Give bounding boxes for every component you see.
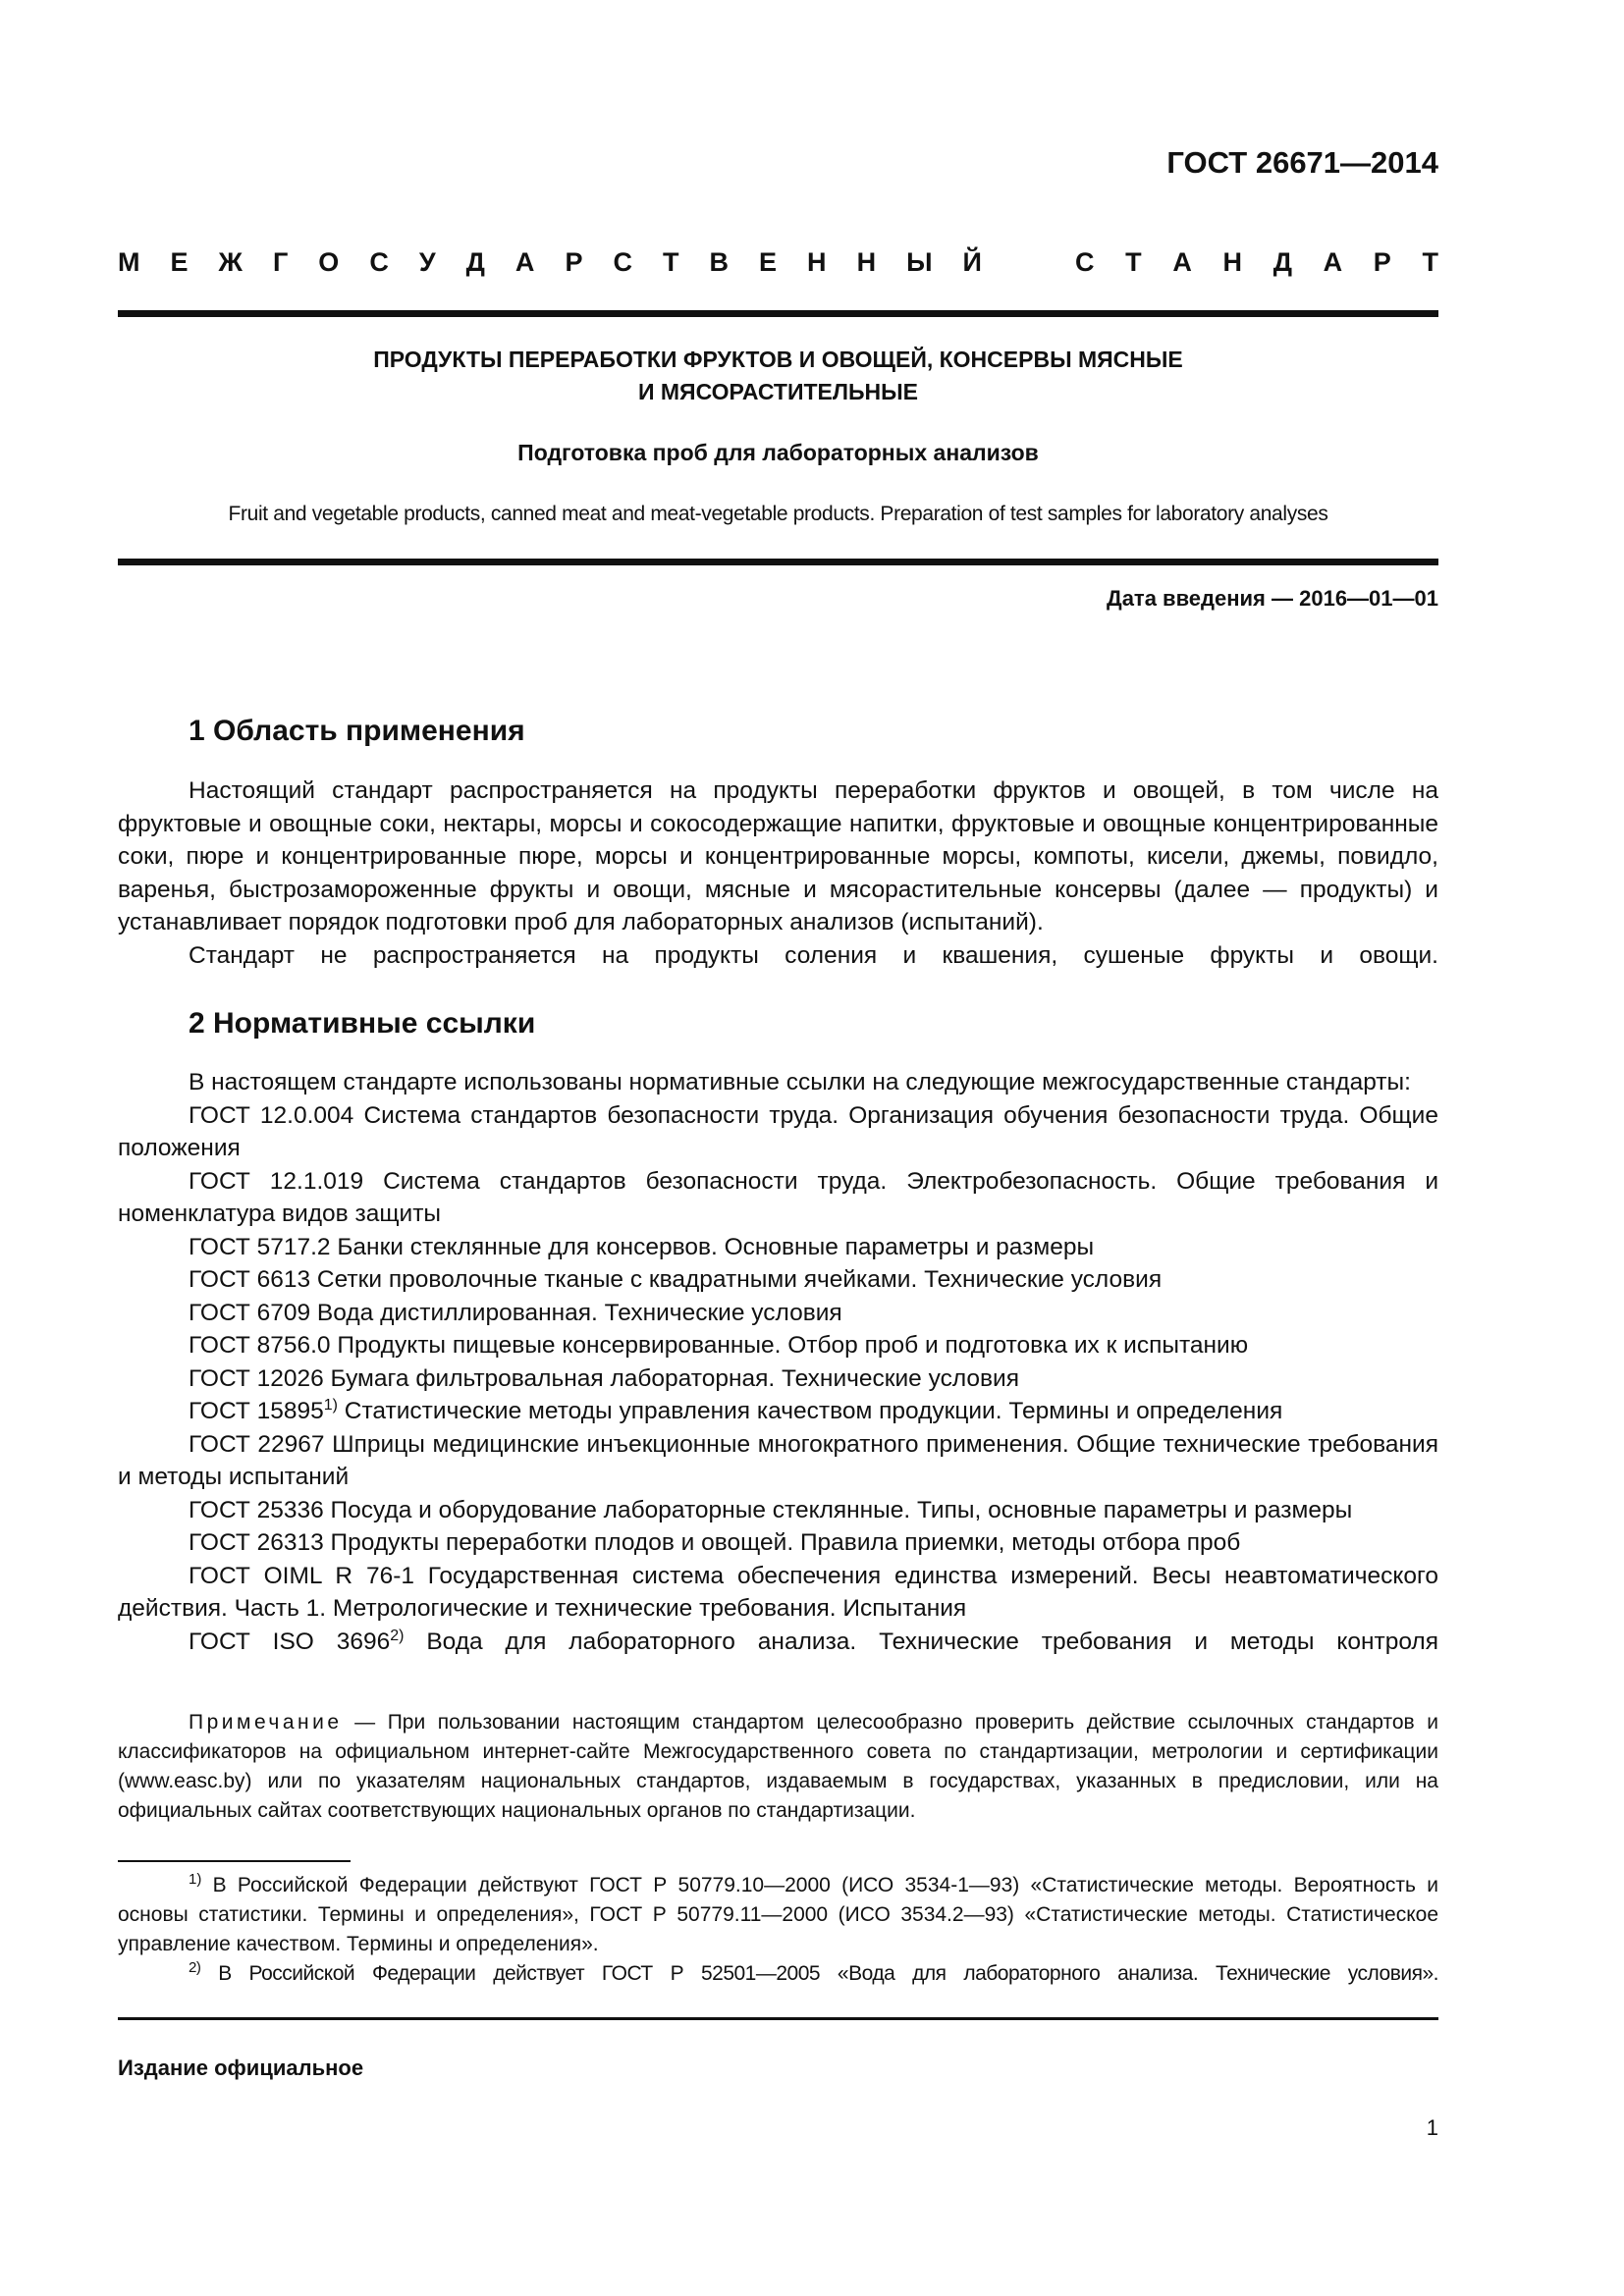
banner-letter: Д [1272, 247, 1292, 277]
standard-number: ГОСТ 26671—2014 [1166, 145, 1438, 180]
banner-letter: М [118, 247, 140, 277]
note-block [118, 1708, 1438, 1826]
banner-word-standard [1075, 247, 1438, 278]
banner-letter: Р [1373, 247, 1391, 277]
note-text: — При пользовании настоящим стандартом целесообразно проверить действие ссылочных стандартов и классификаторов на официальном интернет-сайте Межгосударственного совета по стандартизации, метрологии и сертификации (www.easc.by) или по указателям национальных стандартов, издаваемым в государствах, указанных в предисловии, или на официальных сайтах соответствующих национальных органов по стандартизации. [118, 1711, 1438, 1822]
banner-letter: Ж [218, 247, 243, 277]
banner-letter: Н [1222, 247, 1243, 277]
section-1-body [118, 774, 1438, 972]
reference-item: ГОСТ 8756.0 Продукты пищевые консервированные. Отбор проб и подготовка их к испытанию [189, 1332, 1249, 1359]
note-label: Примечание [189, 1711, 343, 1734]
banner-letter: Т [1125, 247, 1142, 277]
banner-letter: О [318, 247, 340, 277]
section-1-paragraph: Настоящий стандарт распространяется на продукты переработки фруктов и овощей, в том числе на фруктовые и овощные соки, нектары, морсы и сокосодержащие напитки, фруктовые и овощные концентрированные соки, пюре и концентрированные пюре, морсы и концентрированные морсы, компоты, кисели, джемы, повидло, варенья, быстрозамороженные фрукты и овощи, мясные и мясорастительные консервы (далее — продукты) и устанавливает порядок подготовки проб для лабораторных анализов (испытаний). [118, 777, 1438, 935]
title-divider [118, 559, 1438, 565]
document-title [118, 344, 1438, 408]
banner-letter: Й [962, 247, 982, 277]
banner-letter: Г [272, 247, 289, 277]
reference-item: ГОСТ 5717.2 Банки стеклянные для консервов. Основные параметры и размеры [189, 1233, 1095, 1260]
banner-letter: Н [856, 247, 877, 277]
banner-letter: У [418, 247, 436, 277]
reference-item: ГОСТ 6613 Сетки проволочные тканые с квадратными ячейками. Технические условия [189, 1266, 1163, 1293]
top-divider [118, 310, 1438, 317]
reference-item: ГОСТ 12.0.004 Система стандартов безопасности труда. Организация обучения безопасности труда. Общие положения [118, 1101, 1438, 1161]
banner-letter: Е [759, 247, 778, 277]
reference-item: ГОСТ 22967 Шприцы медицинские инъекционные многократного применения. Общие технические требования и методы испытаний [118, 1430, 1438, 1490]
footnotes [118, 1871, 1438, 1989]
title-line-2: И МЯСОРАСТИТЕЛЬНЫЕ [637, 379, 919, 404]
reference-item: ГОСТ OIML R 76-1 Государственная система обеспечения единства измерений. Весы неавтоматического действия. Часть 1. Метрологические и технические требования. Испытания [118, 1562, 1438, 1622]
page-number: 1 [1426, 2115, 1438, 2140]
footer-divider [118, 2017, 1438, 2020]
banner-letter: Д [465, 247, 485, 277]
introduction-date: Дата введения — 2016—01—01 [1107, 586, 1438, 611]
footnote-marker[interactable]: 1) [323, 1397, 338, 1414]
banner-letter: Т [1422, 247, 1438, 277]
banner-letter: С [1075, 247, 1095, 277]
banner-letter: С [613, 247, 632, 277]
section-1-heading: 1 Область применения [189, 715, 525, 747]
banner-letter: А [1323, 247, 1343, 277]
banner-letter: Е [170, 247, 189, 277]
footnote-marker[interactable]: 2) [390, 1627, 405, 1644]
section-2-body [118, 1066, 1438, 1658]
banner-word-interstate [118, 247, 982, 278]
english-title: Fruit and vegetable products, canned meat and meat-vegetable products. Preparation of test samples for laboratory analyses [228, 503, 1328, 525]
banner-letter: В [709, 247, 729, 277]
document-subtitle: Подготовка проб для лабораторных анализов [517, 440, 1039, 465]
banner-letter: Т [662, 247, 679, 277]
banner-letter: Р [565, 247, 583, 277]
footnote-divider [118, 1860, 351, 1862]
reference-item: ГОСТ 15895$^{1)}$ Статистические методы управления качеством продукции. Термины и определения [189, 1397, 1283, 1424]
reference-item: ГОСТ 6709 Вода дистиллированная. Технические условия [189, 1299, 842, 1326]
reference-item: ГОСТ 12026 Бумага фильтровальная лабораторная. Технические условия [189, 1364, 1020, 1392]
title-line-1: ПРОДУКТЫ ПЕРЕРАБОТКИ ФРУКТОВ И ОВОЩЕЙ, КОНСЕРВЫ МЯСНЫЕ [373, 347, 1183, 372]
banner-letter: С [369, 247, 389, 277]
banner-letter: А [514, 247, 535, 277]
footnote-2: $^{2)}$ В Российской Федерации действует ГОСТ Р 52501—2005 «Вода для лабораторного анализа. Технические условия». [189, 1959, 1438, 1985]
banner-letter: А [1172, 247, 1192, 277]
banner-letter: Н [807, 247, 827, 277]
footnote-1: $^{1)}$ В Российской Федерации действуют ГОСТ Р 50779.10—2000 (ИСО 3534-1—93) «Статистические методы. Вероятность и основы статистики. Термины и определения», ГОСТ Р 50779.11—2000 (ИСО 3534.2—93) «Статистические методы. Статистическое управление качеством. Термины и определения». [118, 1871, 1438, 1955]
reference-item: ГОСТ 12.1.019 Система стандартов безопасности труда. Электробезопасность. Общие требования и номенклатура видов защиты [118, 1167, 1438, 1227]
section-2-intro: В настоящем стандарте использованы нормативные ссылки на следующие межгосударственные стандарты: [189, 1069, 1411, 1095]
reference-item: ГОСТ 25336 Посуда и оборудование лабораторные стеклянные. Типы, основные параметры и размеры [189, 1496, 1353, 1523]
reference-item: ГОСТ ISO 3696$^{2)}$ Вода для лабораторного анализа. Технические требования и методы контроля [189, 1627, 1438, 1655]
edition-label: Издание официальное [118, 2056, 364, 2080]
reference-item: ГОСТ 26313 Продукты переработки плодов и овощей. Правила приемки, методы отбора проб [189, 1529, 1241, 1556]
interstate-standard-banner [118, 247, 1438, 278]
section-2-heading: 2 Нормативные ссылки [189, 1007, 536, 1040]
section-1-paragraph: Стандарт не распространяется на продукты соления и квашения, сушеные фрукты и овощи. [189, 941, 1438, 969]
banner-letter: Ы [906, 247, 933, 277]
